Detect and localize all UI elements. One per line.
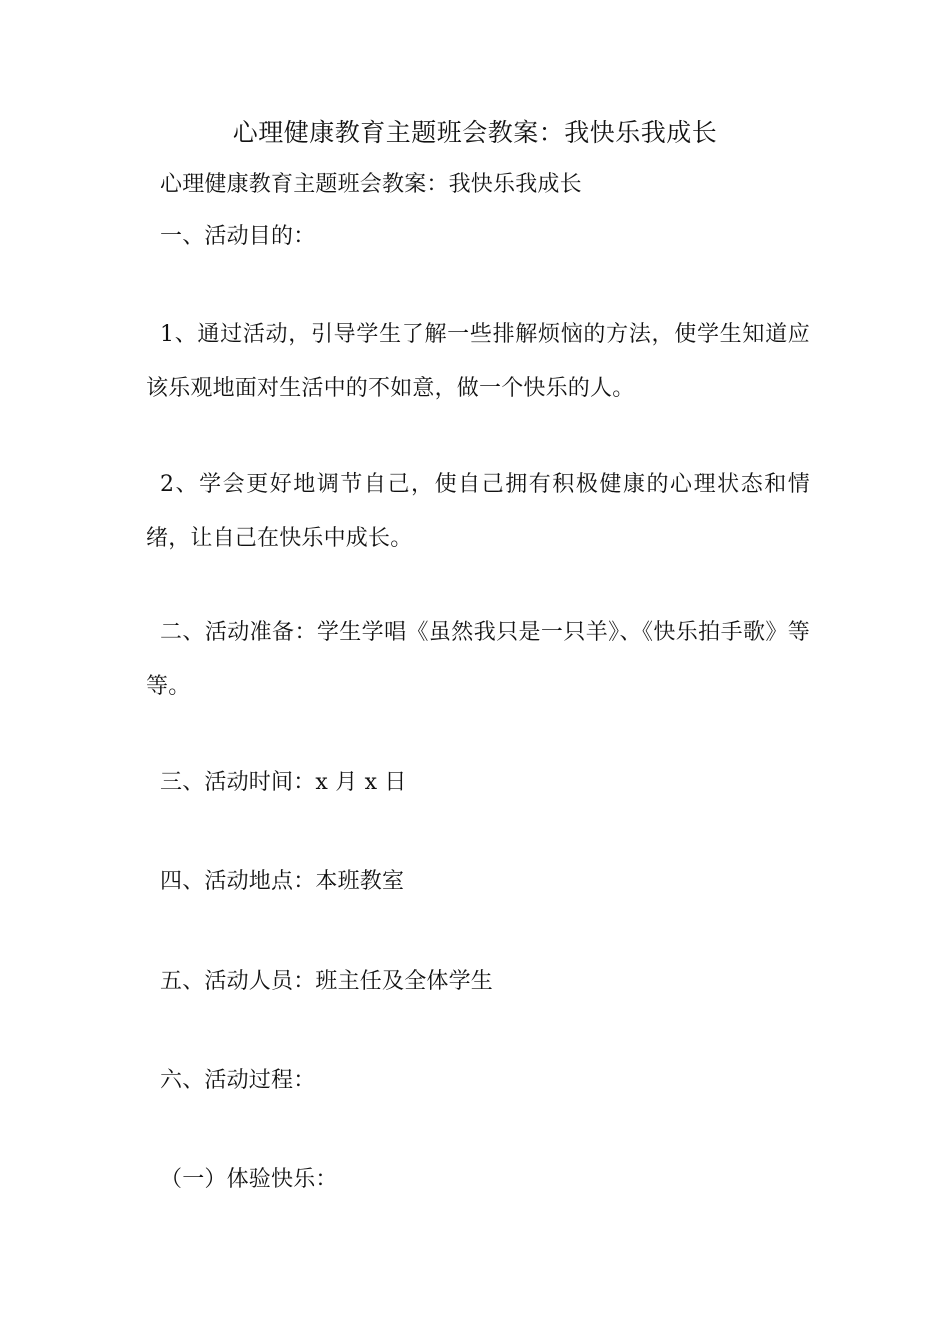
document-subtitle: 心理健康教育主题班会教案：我快乐我成长 (160, 172, 582, 197)
subsection-heading-experience-joy: （一）体验快乐： (160, 1167, 338, 1192)
paragraph-purpose-2: 2、学会更好地调节自己，使自己拥有积极健康的心理状态和情绪，让自己在快乐中成长。 (146, 472, 810, 551)
section-heading-purpose: 一、活动目的： (160, 224, 316, 249)
paragraph-participants: 五、活动人员：班主任及全体学生 (160, 969, 494, 994)
paragraph-purpose-1: 1、通过活动，引导学生了解一些排解烦恼的方法，使学生知道应该乐观地面对生活中的不如意，做一个快乐的人。 (146, 322, 810, 401)
section-heading-process: 六、活动过程： (160, 1068, 316, 1093)
paragraph-time: 三、活动时间：x 月 x 日 (160, 770, 407, 795)
paragraph-location: 四、活动地点：本班教室 (160, 869, 405, 894)
paragraph-preparation: 二、活动准备：学生学唱《虽然我只是一只羊》、《快乐拍手歌》等等。 (146, 620, 810, 699)
document-title: 心理健康教育主题班会教案：我快乐我成长 (232, 118, 718, 147)
